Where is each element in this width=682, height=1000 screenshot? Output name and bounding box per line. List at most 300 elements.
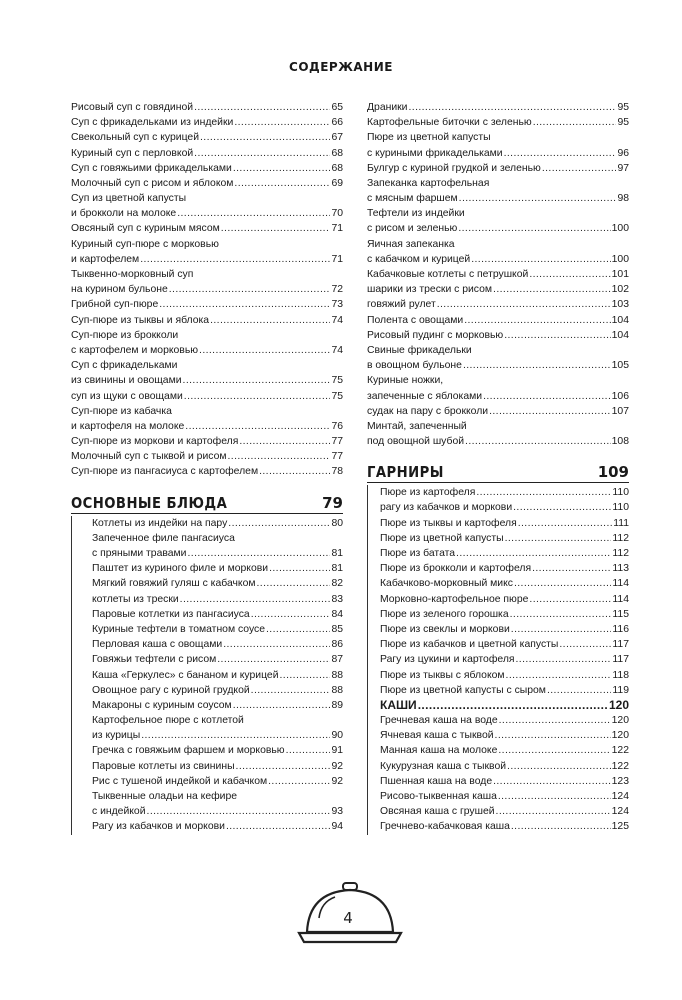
toc-entry: [367, 267, 629, 282]
toc-entry: [71, 328, 343, 343]
toc-entry-title: с мясным фаршем: [367, 193, 458, 205]
toc-entry: [367, 668, 629, 683]
toc-leader: [217, 652, 330, 667]
toc-entry-page: 73: [331, 299, 343, 311]
toc-entry-title: Тыквенные оладьи на кефире: [92, 791, 238, 803]
toc-entry-title: Пюре из свеклы и моркови: [380, 623, 510, 635]
toc-entry-title: Куриные ножки,: [367, 375, 444, 387]
toc-leader: [476, 485, 611, 500]
toc-entry-page: 124: [611, 791, 629, 803]
toc-entry-title: Грибной суп-пюре: [71, 299, 159, 311]
toc-leader: [140, 252, 330, 267]
toc-entry-title: говяжий рулет: [367, 299, 436, 311]
toc-entry-page: 123: [611, 775, 629, 787]
toc-entry: [367, 576, 629, 591]
toc-entry-page: 74: [331, 314, 343, 326]
toc-entry-page: 65: [331, 101, 343, 113]
toc-entry: [367, 637, 629, 652]
toc-entry: [71, 804, 343, 819]
toc-entry-title: Суп-пюре из кабачка: [71, 405, 172, 417]
toc-leader: [223, 637, 330, 652]
toc-leader: [493, 282, 611, 297]
toc-leader: [418, 698, 608, 713]
toc-entry-page: 92: [331, 760, 343, 772]
toc-entry: [71, 561, 343, 576]
toc-entry: [367, 161, 629, 176]
toc-leader: [495, 728, 611, 743]
toc-entry: [71, 637, 343, 652]
toc-entry-title: Суп с говяжьими фрикадельками: [71, 162, 232, 174]
toc-entry-title: Гречка с говяжьим фаршем и морковью: [92, 745, 285, 757]
toc-leader: [239, 434, 330, 449]
toc-entry-page: 115: [612, 608, 629, 620]
toc-entry-title: Кукурузная каша с тыквой: [380, 760, 507, 772]
toc-entry-title: Котлеты из индейки на пару: [92, 517, 228, 529]
toc-entry-page: 87: [331, 654, 343, 666]
toc-entry-page: 84: [331, 608, 343, 620]
toc-entry-title: Пюре из тыквы с яблоком: [380, 669, 505, 681]
toc-leader: [159, 297, 330, 312]
toc-leader: [504, 328, 610, 343]
toc-entry: [71, 343, 343, 358]
toc-entry-title: Овощное рагу с куриной грудкой: [92, 684, 250, 696]
toc-entry-page: 103: [611, 299, 629, 311]
toc-entry: [367, 683, 629, 698]
toc-entry: [367, 774, 629, 789]
toc-entry-page: 112: [612, 532, 629, 544]
toc-entry-page: 68: [331, 162, 343, 174]
toc-entry-title: с куриными фрикадельками: [367, 147, 503, 159]
toc-entry-title: из курицы: [92, 730, 141, 742]
toc-entry: [71, 728, 343, 743]
toc-entry-page: 100: [611, 253, 629, 265]
toc-entry-page: 122: [611, 760, 629, 772]
toc-entry-title: с пряными травами: [92, 548, 187, 560]
toc-leader: [513, 500, 611, 515]
toc-leader: [514, 576, 611, 591]
toc-entry-page: 95: [617, 101, 629, 113]
toc-entry: [71, 683, 343, 698]
toc-entry: [367, 373, 629, 388]
toc-leader: [498, 789, 611, 804]
toc-entry: [71, 161, 343, 176]
toc-entry-page: 106: [611, 390, 629, 402]
toc-entry-title: Рис с тушеной индейкой и кабачком: [92, 775, 268, 787]
toc-entry: [71, 237, 343, 252]
toc-entry-title: Булгур с куриной грудкой и зеленью: [367, 162, 541, 174]
toc-entry-title: Паштет из куриного филе и моркови: [92, 563, 269, 575]
toc-entry-title: и картофелем: [71, 253, 140, 265]
toc-entry-title: Свиные фрикадельки: [367, 344, 472, 356]
toc-leader: [236, 759, 331, 774]
toc-entry-title: Пюре из батата: [380, 548, 456, 560]
toc-entry-page: 68: [331, 147, 343, 159]
toc-entry-page: 85: [331, 623, 343, 635]
toc-leader: [188, 546, 331, 561]
toc-entry-title: в овощном бульоне: [367, 360, 462, 372]
toc-entry: [71, 449, 343, 464]
section-title: ОСНОВНЫЕ БЛЮДА: [71, 493, 228, 512]
toc-leader: [259, 464, 330, 479]
toc-leader: [183, 373, 331, 388]
toc-entry-page: 120: [611, 715, 629, 727]
toc-entry-title: Картофельное пюре с котлетой: [92, 715, 244, 727]
toc-leader: [493, 774, 611, 789]
toc-entry: [71, 176, 343, 191]
toc-entry-title: Рагу из кабачков и моркови: [92, 821, 225, 833]
toc-entry: [71, 389, 343, 404]
toc-leader: [499, 713, 611, 728]
toc-leader: [496, 804, 611, 819]
section-page: 79: [322, 493, 343, 512]
toc-entry: [71, 146, 343, 161]
toc-entry-title: Запеканка картофельная: [367, 177, 490, 189]
toc-leader: [221, 221, 331, 236]
toc-entry-title: судак на пару с брокколи: [367, 405, 489, 417]
toc-leader: [532, 561, 611, 576]
toc-entry-title: запеченные с яблоками: [367, 390, 483, 402]
toc-entry-title: Запеченное филе пангасиуса: [92, 532, 235, 544]
toc-leader: [233, 161, 331, 176]
toc-entry-page: 117: [612, 639, 629, 651]
toc-entry: [367, 434, 629, 449]
toc-entry-title: Тефтели из индейки: [367, 208, 465, 220]
toc-leader: [268, 774, 330, 789]
cloche-icon: [295, 878, 405, 948]
toc-entry-title: Рисовый пудинг с морковью: [367, 329, 504, 341]
toc-leader: [169, 282, 331, 297]
toc-entry-title: Паровые котлеты из свинины: [92, 760, 235, 772]
toc-leader: [257, 576, 331, 591]
toc-entry-title: Мягкий говяжий гуляш с кабачком: [92, 578, 256, 590]
toc-entry: [71, 607, 343, 622]
toc-entry: [71, 516, 343, 531]
toc-leader: [459, 191, 617, 206]
toc-entry: [71, 759, 343, 774]
toc-entry-page: 94: [331, 821, 343, 833]
toc-entry: [71, 100, 343, 115]
toc-entry-title: Пюре из цветной капусты с сыром: [380, 684, 546, 696]
toc-entry: [367, 389, 629, 404]
toc-entry-page: 66: [331, 117, 343, 129]
toc-entry-title: Гречневая каша на воде: [380, 715, 498, 727]
toc-entry-page: 110: [612, 502, 629, 514]
toc-entry-page: 88: [331, 684, 343, 696]
toc-entry-title: Молочный суп с тыквой и рисом: [71, 451, 227, 463]
toc-entry-title: Макароны с куриным соусом: [92, 699, 232, 711]
toc-entry-title: рагу из кабачков и моркови: [380, 502, 513, 514]
section-header-sides: [367, 459, 629, 483]
toc-leader: [180, 592, 331, 607]
toc-entry-title: Морковно-картофельное пюре: [380, 593, 529, 605]
toc-entry-title: Куриные тефтели в томатном соусе: [92, 623, 266, 635]
toc-entry: [367, 404, 629, 419]
section-page: 109: [597, 463, 629, 482]
toc-entry-title: Гречнево-кабачковая каша: [380, 821, 510, 833]
toc-entry-page: 114: [612, 578, 629, 590]
toc-entry: [367, 282, 629, 297]
toc-leader: [226, 819, 331, 834]
toc-entry-title: Овсяная каша с грушей: [380, 806, 495, 818]
toc-entry-page: 89: [331, 699, 343, 711]
toc-entry-title: шарики из трески с рисом: [367, 284, 493, 296]
toc-list-kashi: [367, 713, 629, 835]
toc-leader: [185, 419, 330, 434]
toc-entry-page: 82: [331, 578, 343, 590]
toc-entry-page: 110: [612, 487, 629, 499]
toc-leader: [542, 161, 617, 176]
toc-leader: [471, 252, 610, 267]
toc-entry: [367, 419, 629, 434]
toc-leader: [280, 668, 331, 683]
toc-leader: [194, 100, 330, 115]
toc-entry: [71, 774, 343, 789]
toc-entry-title: с картофелем и морковью: [71, 344, 199, 356]
toc-entry-title: Пюре из цветной капусты: [380, 532, 504, 544]
toc-entry-title: котлеты из трески: [92, 593, 179, 605]
toc-entry-page: 116: [612, 623, 629, 635]
toc-leader: [228, 449, 331, 464]
toc-entry-title: Кабачковые котлеты с петрушкой: [367, 269, 529, 281]
toc-entry: [71, 252, 343, 267]
toc-entry-page: 91: [331, 745, 343, 757]
toc-entry: [71, 373, 343, 388]
toc-leader: [456, 546, 611, 561]
toc-entry-title: Картофельные биточки с зеленью: [367, 117, 532, 129]
toc-entry-title: с кабачком и курицей: [367, 253, 471, 265]
section-header-main-dishes: [71, 490, 343, 514]
toc-entry: [71, 206, 343, 221]
page-number: 4: [343, 909, 353, 927]
toc-entry: [367, 191, 629, 206]
toc-list-main-continued: [367, 100, 629, 449]
toc-entry-title: Молочный суп с рисом и яблоком: [71, 177, 234, 189]
toc-entry-title: Рисовый суп с говядиной: [71, 101, 194, 113]
toc-entry-page: 92: [331, 775, 343, 787]
toc-entry-page: 80: [331, 517, 343, 529]
toc-left-column: [71, 100, 343, 835]
toc-entry-page: 69: [331, 177, 343, 189]
toc-entry-title: Кабачково-морковный микс: [380, 578, 513, 590]
toc-entry-title: Куриный суп-пюре с морковью: [71, 238, 219, 250]
toc-entry: [367, 100, 629, 115]
toc-entry: [367, 252, 629, 267]
toc-entry-title: Суп из цветной капусты: [71, 193, 187, 205]
toc-leader: [199, 343, 330, 358]
toc-entry: [71, 592, 343, 607]
toc-entry: [71, 419, 343, 434]
toc-entry: [367, 206, 629, 221]
toc-entry-page: 67: [331, 132, 343, 144]
toc-entry-page: 83: [331, 593, 343, 605]
toc-entry-title: Манная каша на молоке: [380, 745, 498, 757]
toc-leader: [409, 100, 617, 115]
toc-entry-title: Суп-пюре из моркови и картофеля: [71, 436, 239, 448]
toc-leader: [489, 404, 611, 419]
toc-entry: [367, 313, 629, 328]
toc-entry: [367, 622, 629, 637]
toc-entry-title: с рисом и зеленью: [367, 223, 458, 235]
toc-entry-title: суп из щуки с овощами: [71, 390, 183, 402]
toc-entry-title: Драники: [367, 101, 408, 113]
toc-entry: [367, 501, 629, 516]
toc-leader: [559, 637, 611, 652]
toc-entry-page: 75: [331, 390, 343, 402]
toc-entry-title: Говяжьи тефтели с рисом: [92, 654, 217, 666]
toc-entry-page: 77: [331, 436, 343, 448]
toc-leader: [464, 313, 610, 328]
toc-entry-page: 95: [617, 117, 629, 129]
toc-entry: [71, 282, 343, 297]
toc-entry-page: 112: [612, 548, 629, 560]
toc-entry-page: 122: [611, 745, 629, 757]
toc-leader: [184, 389, 331, 404]
toc-leader: [194, 146, 330, 161]
toc-leader: [266, 622, 330, 637]
toc-entry-page: 105: [611, 360, 629, 372]
toc-entry-page: 93: [331, 806, 343, 818]
toc-entry: [71, 313, 343, 328]
toc-leader: [510, 607, 612, 622]
toc-entry-page: 114: [612, 593, 629, 605]
toc-entry-title: под овощной шубой: [367, 436, 465, 448]
toc-entry: [71, 713, 343, 728]
toc-entry: [71, 297, 343, 312]
toc-entry-page: 98: [617, 193, 629, 205]
toc-entry-page: 75: [331, 375, 343, 387]
toc-entry-page: 77: [331, 451, 343, 463]
toc-entry-page: 78: [331, 466, 343, 478]
toc-entry-title: и картофеля на молоке: [71, 420, 185, 432]
toc-leader: [141, 728, 330, 743]
toc-leader: [147, 804, 331, 819]
toc-entry-page: 81: [331, 563, 343, 575]
toc-entry: [367, 592, 629, 607]
toc-entry: [71, 576, 343, 591]
toc-entry: [367, 516, 629, 531]
toc-entry: [367, 819, 629, 834]
toc-entry: [367, 146, 629, 161]
toc-leader: [200, 130, 330, 145]
toc-leader: [465, 434, 611, 449]
toc-leader: [516, 652, 612, 667]
toc-entry-title: Пшенная каша на воде: [380, 775, 493, 787]
toc-entry: [71, 744, 343, 759]
toc-entry: [367, 358, 629, 373]
toc-entry-page: 76: [331, 420, 343, 432]
toc-entry-kashi: [367, 698, 629, 713]
toc-entry: [71, 222, 343, 237]
toc-entry-page: 104: [611, 329, 629, 341]
toc-leader: [463, 358, 611, 373]
toc-leader: [483, 389, 611, 404]
toc-entry-title: Суп с фрикадельками: [71, 360, 178, 372]
toc-entry-title: Минтай, запеченный: [367, 420, 467, 432]
toc-leader: [233, 698, 331, 713]
toc-entry: [367, 237, 629, 252]
toc-entry-page: 117: [612, 654, 629, 666]
toc-entry-page: 124: [611, 806, 629, 818]
section-title: ГАРНИРЫ: [367, 463, 444, 482]
toc-entry-page: 119: [612, 684, 629, 696]
toc-entry-title: Куриный суп с перловкой: [71, 147, 194, 159]
toc-list-main-dishes: [71, 516, 343, 835]
toc-entry-title: Пюре из цветной капусты: [367, 132, 491, 144]
toc-entry-title: Полента с овощами: [367, 314, 464, 326]
toc-entry: [367, 607, 629, 622]
toc-leader: [529, 592, 611, 607]
toc-entry: [71, 404, 343, 419]
toc-entry-page: 107: [611, 405, 629, 417]
toc-entry-title: Рисово-тыквенная каша: [380, 791, 497, 803]
toc-leader: [505, 531, 612, 546]
toc-entry-title: Каша «Геркулес» с бананом и курицей: [92, 669, 279, 681]
toc-entry: [71, 465, 343, 480]
toc-leader: [511, 622, 612, 637]
toc-entry-page: 108: [611, 436, 629, 448]
toc-entry: [367, 531, 629, 546]
toc-entry: [71, 789, 343, 804]
toc-entry-title: Пюре из кабачков и цветной капусты: [380, 639, 559, 651]
toc-entry-title: Рагу из цукини и картофеля: [380, 654, 515, 666]
toc-entry: [71, 546, 343, 561]
toc-entry-page: 97: [617, 162, 629, 174]
toc-entry-title: из свинины и овощами: [71, 375, 182, 387]
toc-entry: [367, 728, 629, 743]
toc-list-sides: [367, 485, 629, 698]
toc-entry-title: Пюре из брокколи и картофеля: [380, 563, 532, 575]
toc-leader: [269, 561, 330, 576]
page-title: СОДЕРЖАНИЕ: [289, 60, 393, 74]
toc-entry: [367, 485, 629, 500]
toc-entry-page: 96: [617, 147, 629, 159]
toc-leader: [437, 297, 611, 312]
toc-leader: [498, 743, 610, 758]
toc-entry: [367, 652, 629, 667]
toc-entry-page: 88: [331, 669, 343, 681]
toc-entry: [71, 115, 343, 130]
toc-entry-page: 74: [331, 344, 343, 356]
toc-entry: [71, 819, 343, 834]
toc-leader: [286, 743, 331, 758]
toc-leader: [251, 683, 331, 698]
toc-leader: [234, 115, 330, 130]
toc-entry-title: Суп-пюре из пангасиуса с картофелем: [71, 466, 259, 478]
toc-entry-title: Тыквенно-морковный суп: [71, 269, 194, 281]
toc-entry-title: Пюре из зеленого горошка: [380, 608, 509, 620]
toc-entry-title: и брокколи на молоке: [71, 208, 177, 220]
toc-entry-page: 118: [612, 669, 629, 681]
toc-entry-page: 102: [611, 284, 629, 296]
toc-entry: [71, 267, 343, 282]
toc-leader: [210, 313, 330, 328]
toc-leader: [228, 516, 330, 531]
toc-entry: [367, 744, 629, 759]
toc-entry-title: на курином бульоне: [71, 284, 168, 296]
toc-list-soups: [71, 100, 343, 480]
toc-entry-page: 111: [613, 517, 629, 529]
toc-entry-page: 104: [611, 314, 629, 326]
toc-leader: [504, 146, 617, 161]
toc-entry: [71, 622, 343, 637]
toc-leader: [251, 607, 331, 622]
toc-entry: [367, 130, 629, 145]
toc-entry-title: Перловая каша с овощами: [92, 639, 223, 651]
toc-entry-page: 70: [331, 208, 343, 220]
toc-entry-page: 72: [331, 284, 343, 296]
toc-leader: [529, 267, 610, 282]
toc-entry-title: Пюре из тыквы и картофеля: [380, 517, 517, 529]
